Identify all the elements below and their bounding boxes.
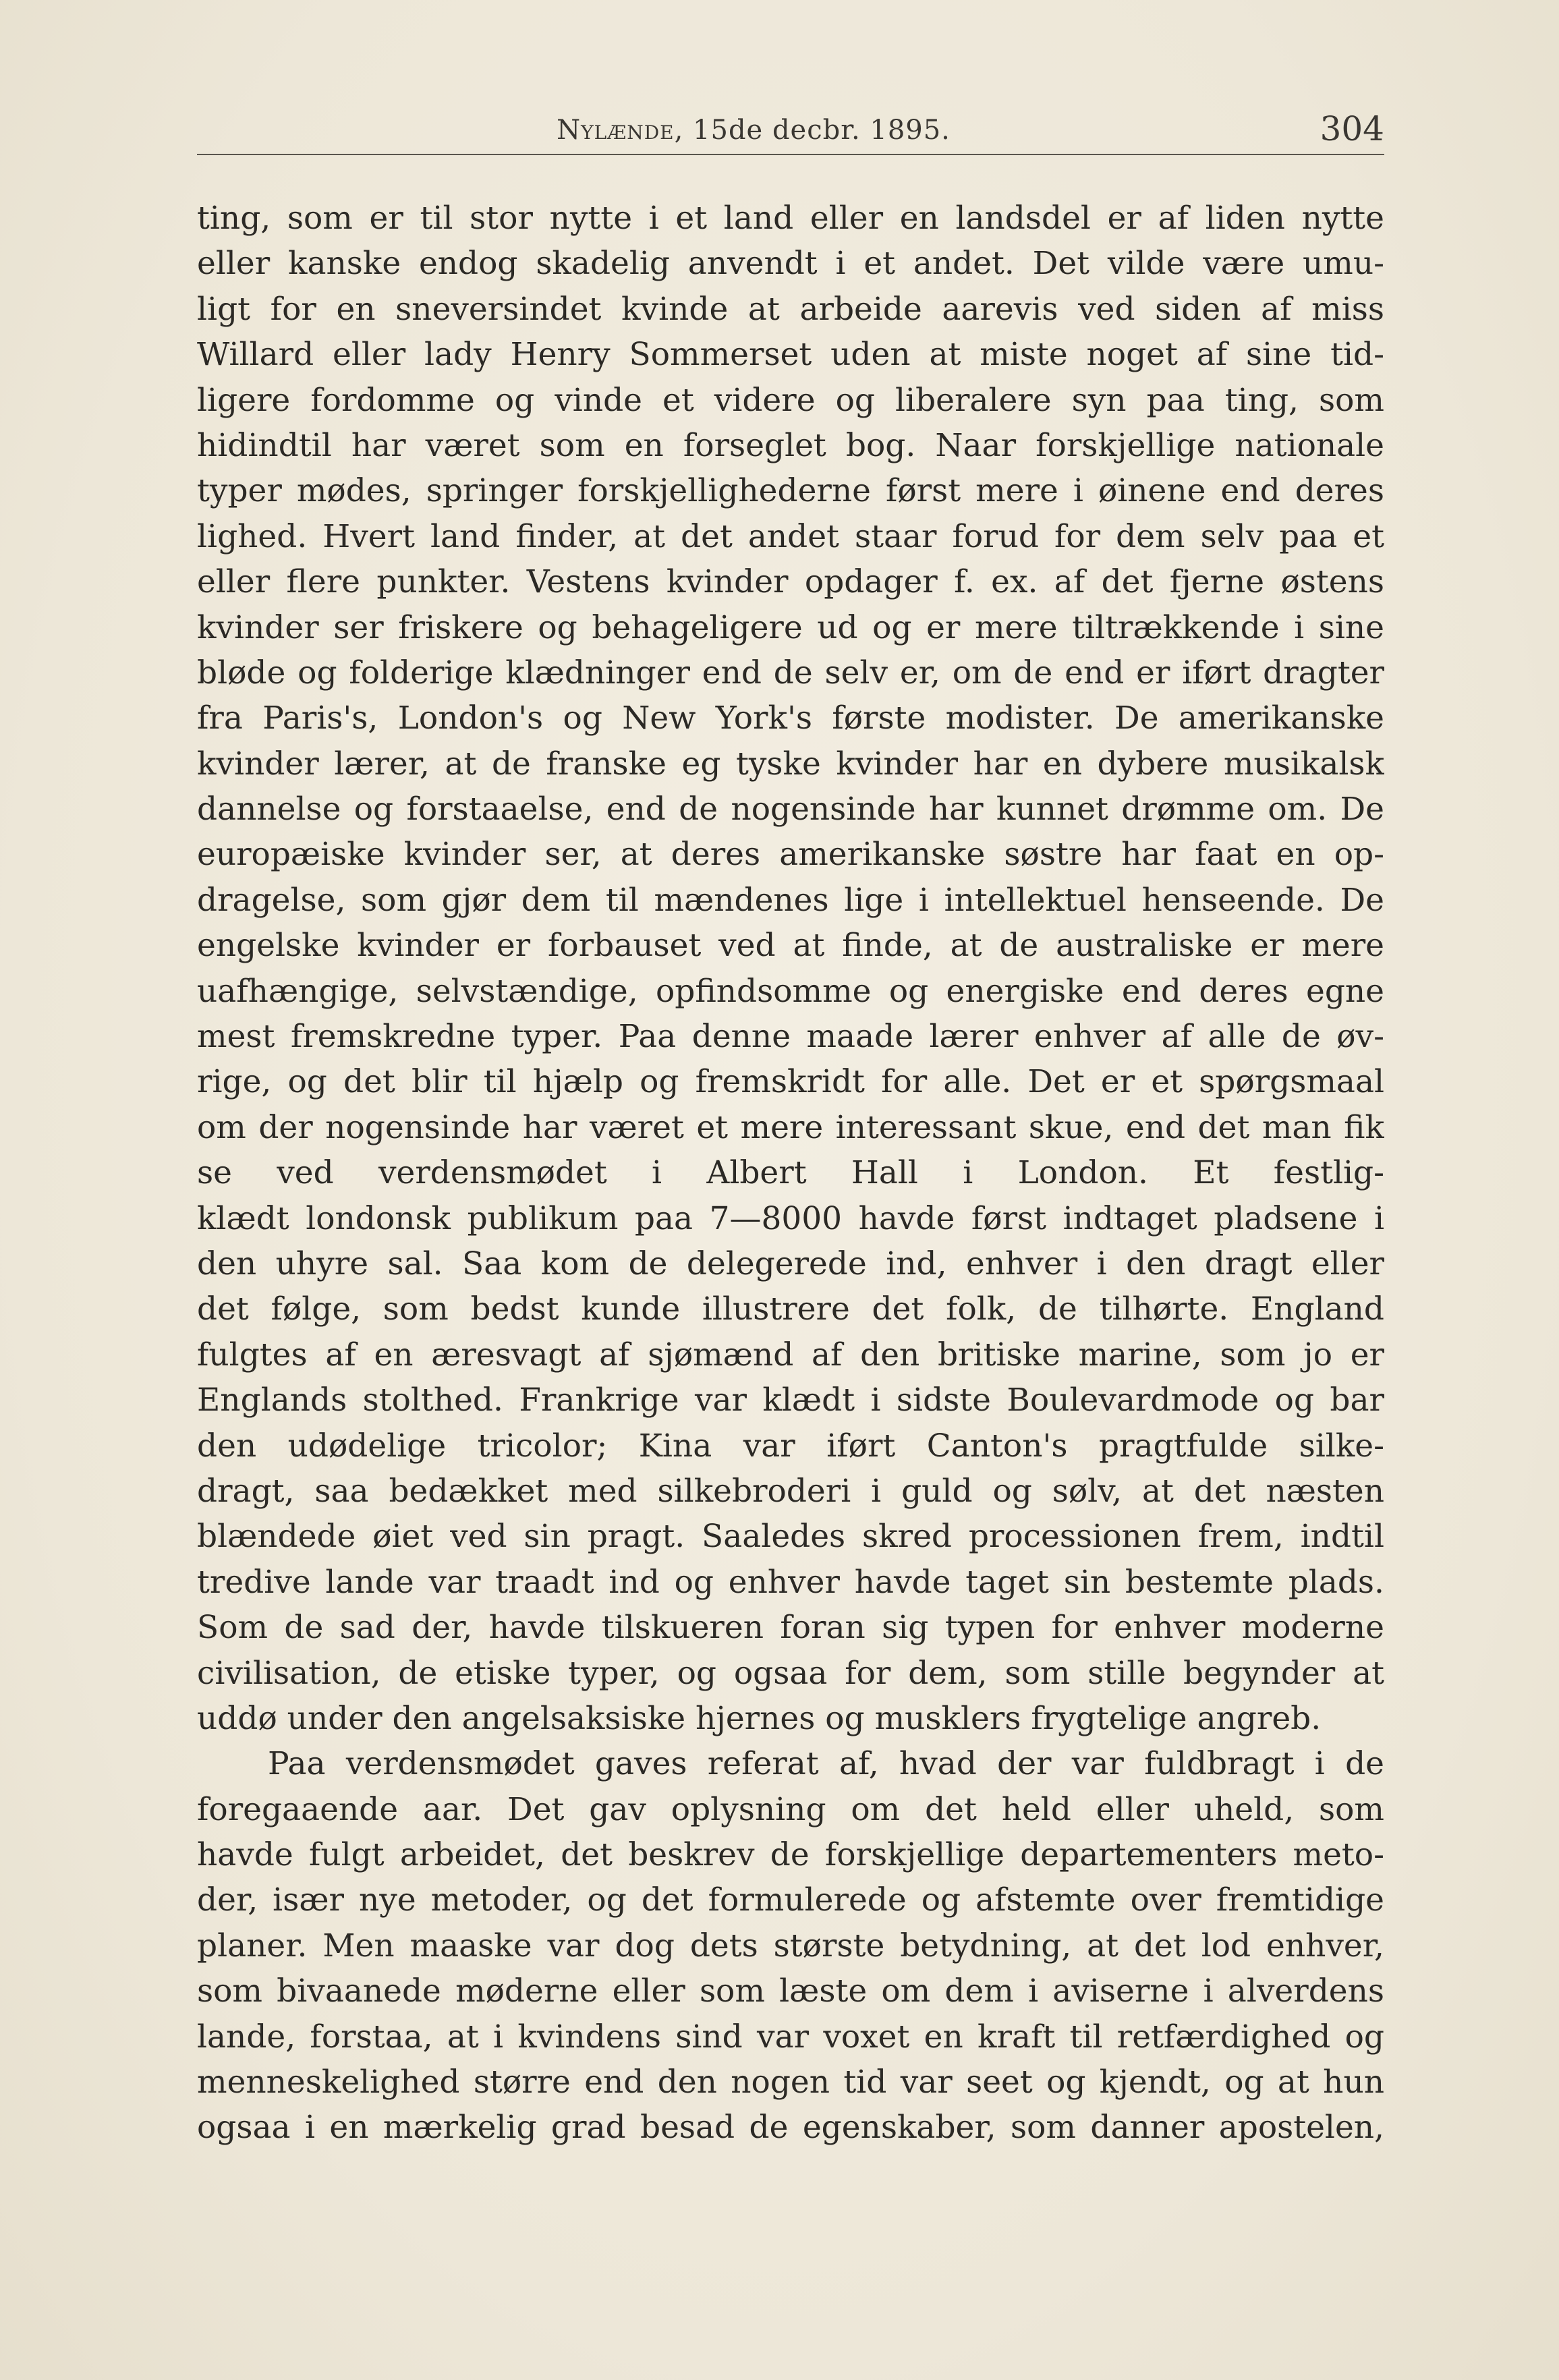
text-line: bløde og folderige klædninger end de selv er, om de end er iført dragter xyxy=(197,654,1384,691)
text-line: Willard eller lady Henry Sommerset uden at miste noget af sine tid- xyxy=(197,336,1384,374)
text-line: engelske kvinder er forbauset ved at finde, at de australiske er mere xyxy=(197,927,1384,965)
running-head xyxy=(197,94,1384,155)
text-line: Som de sad der, havde tilskueren foran sig typen for enhver moderne xyxy=(197,1609,1384,1647)
journal-title: Nylænde, xyxy=(557,115,684,146)
text-line: ligere fordomme og vinde et videre og liberalere syn paa ting, som xyxy=(197,381,1384,419)
text-line: se ved verdensmødet i Albert Hall i London. Et festlig- xyxy=(197,1154,1384,1192)
header-rule xyxy=(197,154,1384,155)
text-line: menneskelighed større end den nogen tid var seet og kjendt, og at hun xyxy=(197,2064,1384,2101)
text-line: som bivaanede møderne eller som læste om dem i aviserne i alverdens xyxy=(197,1973,1384,2010)
text-line: det følge, som bedst kunde illustrere det folk, de tilhørte. England xyxy=(197,1291,1384,1328)
text-line: klædt londonsk publikum paa 7—8000 havde først indtaget pladsene i xyxy=(197,1199,1384,1237)
text-line: uafhængige, selvstændige, opfindsomme og energiske end deres egne xyxy=(197,972,1384,1010)
text-line: hidindtil har været som en forseglet bog. Naar forskjellige nationale xyxy=(197,426,1384,464)
text-line: kvinder ser friskere og behageligere ud og er mere tiltrækkende i sine xyxy=(197,608,1384,646)
text-line: om der nogensinde har været et mere interessant skue, end det man fik xyxy=(197,1108,1384,1146)
text-line: havde fulgt arbeidet, det beskrev de forskjellige departementers meto- xyxy=(197,1836,1384,1874)
text-line-paragraph-start: Paa verdensmødet gaves referat af, hvad der var fuldbragt i de xyxy=(268,1745,1384,1783)
page-number: 304 xyxy=(1320,109,1384,148)
text-line: lande, forstaa, at i kvindens sind var voxet en kraft til retfærdighed og xyxy=(197,2018,1384,2056)
text-line: eller flere punkter. Vestens kvinder opdager f. ex. af det fjerne østens xyxy=(197,563,1384,601)
text-line: mest fremskredne typer. Paa denne maade lærer enhver af alle de øv- xyxy=(197,1018,1384,1056)
text-line: blændede øiet ved sin pragt. Saaledes skred processionen frem, indtil xyxy=(197,1518,1384,1556)
text-line: eller kanske endog skadelig anvendt i et andet. Det vilde være umu- xyxy=(197,245,1384,283)
text-line: ogsaa i en mærkelig grad besad de egenskaber, som danner apostelen, xyxy=(197,2109,1384,2147)
text-line: rige, og det blir til hjælp og fremskridt for alle. Det er et spørgsmaal xyxy=(197,1063,1384,1101)
text-line: uddø under den angelsaksiske hjernes og musklers frygtelige angreb. xyxy=(197,1699,1322,1737)
text-line: Englands stolthed. Frankrige var klædt i sidste Boulevardmode og bar xyxy=(197,1382,1384,1419)
text-line: ting, som er til stor nytte i et land eller en landsdel er af liden nytte xyxy=(197,200,1384,237)
text-line: foregaaende aar. Det gav oplysning om det held eller uheld, som xyxy=(197,1790,1384,1828)
text-line: planer. Men maaske var dog dets største betydning, at det lod enhver, xyxy=(197,1927,1384,1964)
text-line: typer mødes, springer forskjellighederne først mere i øinene end deres xyxy=(197,472,1384,510)
running-title xyxy=(197,115,1310,146)
text-line: fulgtes af en æresvagt af sjømænd af den britiske marine, som jo er xyxy=(197,1336,1384,1373)
text-line: tredive lande var traadt ind og enhver havde taget sin bestemte plads. xyxy=(197,1563,1384,1601)
text-line: lighed. Hvert land finder, at det andet staar forud for dem selv paa et xyxy=(197,517,1384,555)
text-line: kvinder lærer, at de franske eg tyske kvinder har en dybere musikalsk xyxy=(197,745,1384,783)
text-line: dannelse og forstaaelse, end de nogensinde har kunnet drømme om. De xyxy=(197,791,1384,828)
text-line: dragelse, som gjør dem til mændenes lige i intellektuel henseende. De xyxy=(197,881,1384,919)
text-line: ligt for en sneversindet kvinde at arbeide aarevis ved siden af miss xyxy=(197,290,1384,328)
text-line: fra Paris's, London's og New York's første modister. De amerikanske xyxy=(197,700,1384,737)
issue-date: 15de decbr. 1895. xyxy=(693,115,951,146)
text-line: den udødelige tricolor; Kina var iført Canton's pragtfulde silke- xyxy=(197,1427,1384,1465)
body-text xyxy=(197,196,1384,2151)
text-line: europæiske kvinder ser, at deres amerikanske søstre har faat en op- xyxy=(197,836,1384,874)
text-line: der, især nye metoder, og det formulerede og afstemte over fremtidige xyxy=(197,1881,1384,1919)
text-line: dragt, saa bedækket med silkebroderi i guld og sølv, at det næsten xyxy=(197,1472,1384,1510)
text-line: civilisation, de etiske typer, og ogsaa for dem, som stille begynder at xyxy=(197,1654,1384,1692)
text-line: den uhyre sal. Saa kom de delegerede ind, enhver i den dragt eller xyxy=(197,1245,1384,1282)
